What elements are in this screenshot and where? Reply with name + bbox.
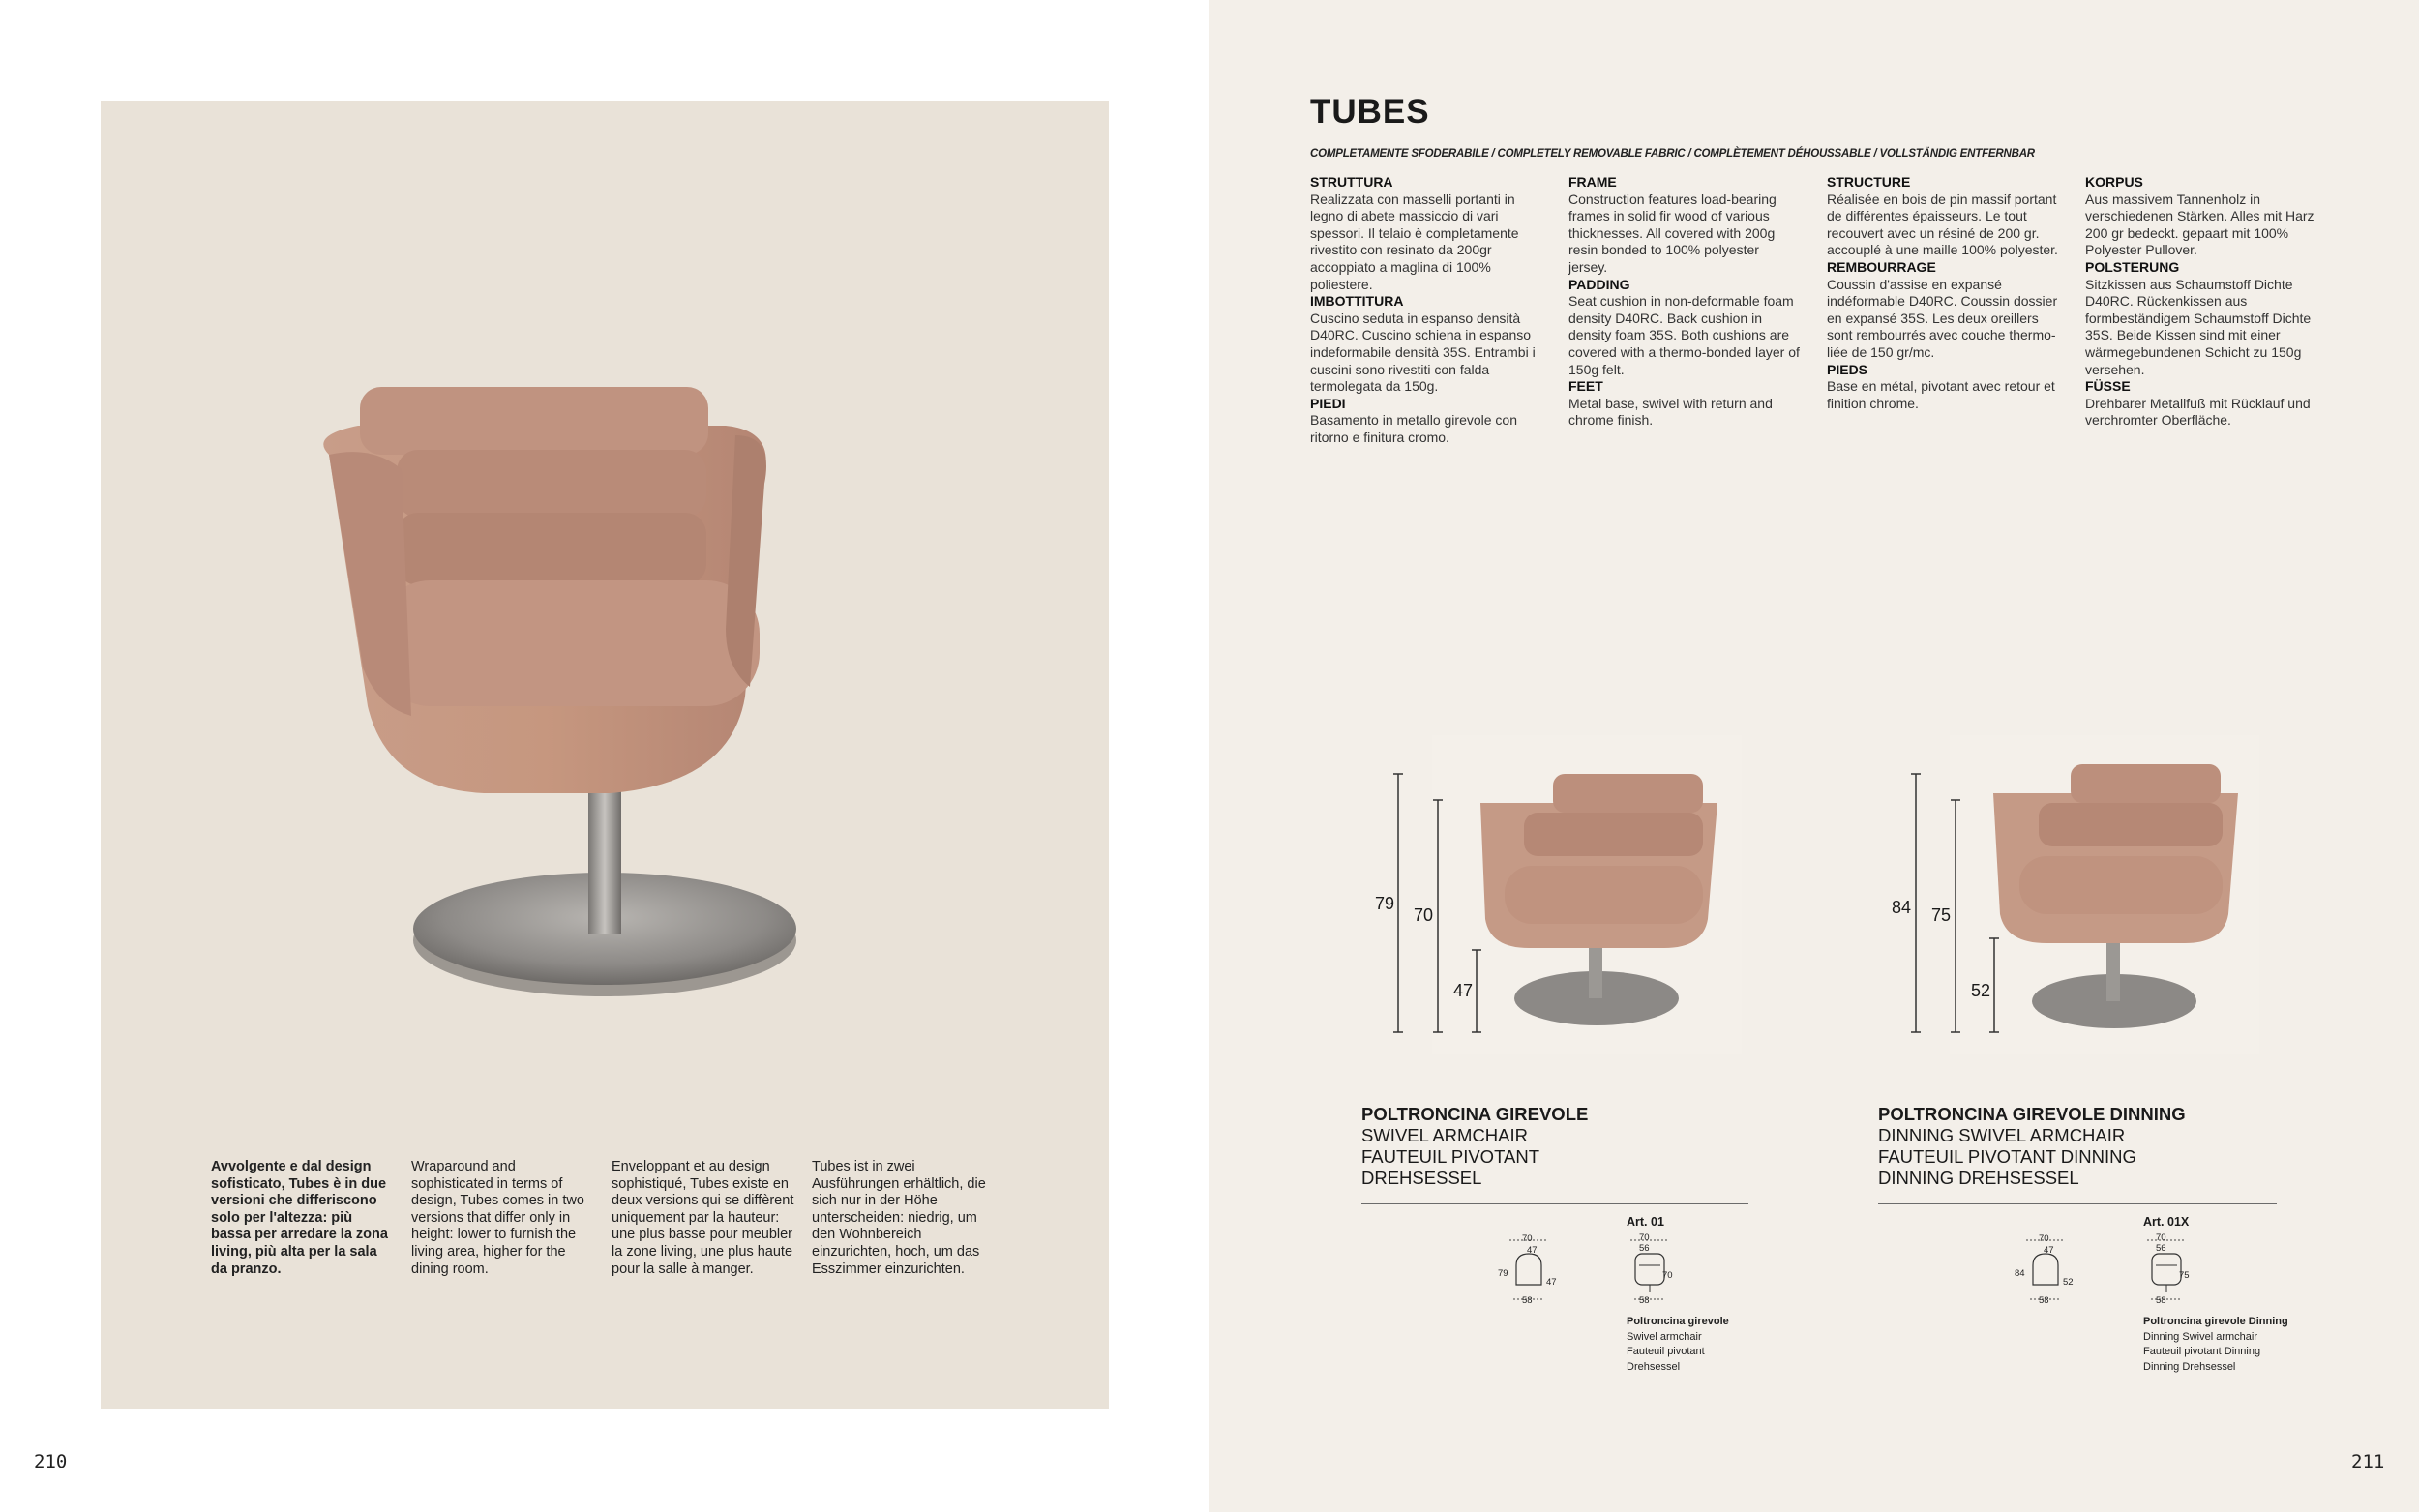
spec-text: Realizzata con masselli portanti in legno di abete massiccio di vari spessori. Il telaio è completamente rivestito con resinato da 200gr accoppiato a maglina di 100% poliestere. [1310, 191, 1519, 292]
spec-text: Réalisée en bois de pin massif portant de différentes épaisseurs. Le tout recouvert avec un résiné de 200 gr. accouplé à une maille 100% polyester. [1827, 191, 2058, 258]
dimension-total-height: 79 [1375, 894, 1395, 913]
intro-german: Tubes ist in zwei Ausführungen erhältlich, die sich nur in der Höhe unterscheiden: niedrig, um den Wohnbereich einzurichten, hoch, um das Esszimmer einzurichten. [812, 1159, 986, 1277]
spec-heading: FRAME [1568, 174, 1617, 190]
plan-seat-depth: 47 [1527, 1245, 1538, 1256]
plan-width: 70 [1522, 1233, 1533, 1244]
removable-fabric-note: COMPLETAMENTE SFODERABILE / COMPLETELY REMOVABLE FABRIC / COMPLÈTEMENT DÉHOUSSABLE / VOLLSTÄNDIG ENTFERNBAR [1310, 148, 2035, 160]
spec-heading: IMBOTTITURA [1310, 293, 1404, 310]
intro-english: Wraparound and sophisticated in terms of design, Tubes comes in two versions that differ only in height: lower to furnish the living area, higher for the dining room. [411, 1159, 584, 1277]
dimension-back-height: 70 [1414, 905, 1434, 925]
spec-heading: STRUTTURA [1310, 174, 1393, 190]
front-base: 58 [2156, 1295, 2166, 1306]
article-desc-de: Drehsessel [1627, 1360, 1681, 1373]
product-2-names [1878, 1104, 2186, 1189]
spec-heading: PIEDI [1310, 395, 1346, 411]
dimension-seat-height: 47 [1453, 981, 1474, 1000]
plan-width: 70 [2039, 1233, 2049, 1244]
spec-text: Drehbarer Metallfuß mit Rücklauf und verchromter Oberfläche. [2085, 395, 2311, 429]
front-back: 75 [2179, 1270, 2190, 1281]
spec-heading: PADDING [1568, 276, 1630, 292]
product-2-dimension-lines [1911, 769, 2008, 1040]
spec-text: Cuscino seduta in espanso densità D40RC. Cuscino schiena in espanso indeformabile densità 35S. Entrambi i cuscini sono rivestiti con falda termolegata da 150g. [1310, 310, 1536, 395]
product-name-fr: FAUTEUIL PIVOTANT DINNING [1878, 1146, 2136, 1167]
spec-heading: PIEDS [1827, 361, 1868, 377]
spec-text: Sitzkissen aus Schaumstoff Dichte D40RC. Rückenkissen aus formbeständigem Schaumstoff Dichte 35S. Beide Kissen sind mit einer wärmegebundenen Schicht zu 150g versehen. [2085, 276, 2312, 377]
dimension-total-height: 84 [1892, 898, 1912, 917]
dimension-seat-height: 52 [1971, 981, 1991, 1000]
spec-text: Metal base, swivel with return and chrome finish. [1568, 395, 1773, 429]
article-code: Art. 01 [1627, 1215, 1664, 1229]
product-1-names [1361, 1104, 1588, 1189]
plan-height: 79 [1498, 1268, 1508, 1279]
front-depth: 56 [2156, 1243, 2166, 1254]
front-width: 70 [2156, 1232, 2166, 1243]
article-desc-en: Dinning Swivel armchair [2143, 1330, 2257, 1343]
front-width: 70 [1639, 1232, 1650, 1243]
spec-text: Basamento in metallo girevole con ritorno e finitura cromo. [1310, 412, 1518, 445]
product-name-it: POLTRONCINA GIREVOLE [1361, 1104, 1589, 1124]
intro-french: Enveloppant et au design sophistiqué, Tubes existe en deux versions qui se diffèrent uniquement par la hauteur: une plus basse pour meubler la zone living, une plus haute pour la salle à manger. [612, 1159, 794, 1277]
spec-text: Construction features load-bearing frames in solid fir wood of various thicknesses. All covered with 200g resin bonded to 100% polyester jersey. [1568, 191, 1777, 275]
plan-seat: 52 [2063, 1277, 2074, 1288]
article-desc-de: Dinning Drehsessel [2143, 1360, 2236, 1373]
plan-base: 58 [1522, 1295, 1533, 1306]
plan-base: 58 [2039, 1295, 2049, 1306]
product-name-en: DINNING SWIVEL ARMCHAIR [1878, 1125, 2126, 1145]
spec-text: Coussin d'assise en expansé indéformable D40RC. Coussin dossier en expansé 35S. Les deux oreillers sont rembourrés avec couche thermo-liée de 150 gr/mc. [1827, 276, 2058, 360]
product-name-en: SWIVEL ARMCHAIR [1361, 1125, 1529, 1145]
article-desc-fr: Fauteuil pivotant [1627, 1346, 1705, 1357]
specs-english [1568, 174, 1801, 430]
plan-height: 84 [2015, 1268, 2025, 1279]
page-number-right: 211 [2351, 1451, 2385, 1472]
specs-french [1827, 174, 2059, 412]
article-description [1627, 1315, 1729, 1375]
plan-seat-depth: 47 [2044, 1245, 2054, 1256]
product-name-de: DINNING DREHSESSEL [1878, 1168, 2079, 1188]
dimension-back-height: 75 [1931, 905, 1952, 925]
intro-italian: Avvolgente e dal design sofisticato, Tubes è in due versioni che differiscono solo per l'altezza: più bassa per arredare la zona living, più alta per la sala da pranzo. [211, 1159, 388, 1277]
spec-heading: KORPUS [2085, 174, 2143, 190]
divider-line [1878, 1203, 2277, 1204]
spec-text: Seat cushion in non-deformable foam density D40RC. Back cushion in density foam 35S. Both cushions are covered with a thermo-bonded layer of 150g felt. [1568, 293, 1800, 377]
article-desc-en: Swivel armchair [1627, 1330, 1702, 1343]
specs-german [2085, 174, 2317, 430]
spec-heading: POLSTERUNG [2085, 258, 2180, 275]
spec-heading: STRUCTURE [1827, 174, 1911, 190]
divider-line [1361, 1203, 1748, 1204]
spec-text: Base en métal, pivotant avec retour et finition chrome. [1827, 378, 2055, 411]
article-description [2143, 1315, 2288, 1375]
product-name-it: POLTRONCINA GIREVOLE DINNING [1878, 1104, 2186, 1124]
article-desc-fr: Fauteuil pivotant Dinning [2143, 1346, 2261, 1357]
product-name-fr: FAUTEUIL PIVOTANT [1361, 1146, 1539, 1167]
hero-armchair-image [319, 377, 900, 1006]
product-title: TUBES [1310, 93, 1430, 131]
spec-text: Aus massivem Tannenholz in verschiedenen Stärken. Alles mit Harz 200 gr bedeckt. gepaart mit 100% Polyester Pullover. [2085, 191, 2314, 258]
article-desc-it: Poltroncina girevole Dinning [2143, 1316, 2288, 1327]
front-base: 58 [1639, 1295, 1650, 1306]
plan-seat: 47 [1546, 1277, 1557, 1288]
spec-heading: FÜSSE [2085, 378, 2131, 395]
page-number-left: 210 [34, 1451, 68, 1472]
article-desc-it: Poltroncina girevole [1627, 1316, 1729, 1327]
specs-italian [1310, 174, 1542, 447]
product-name-de: DREHSESSEL [1361, 1168, 1482, 1188]
spec-heading: FEET [1568, 378, 1603, 395]
spec-heading: REMBOURRAGE [1827, 258, 1936, 275]
front-back: 70 [1662, 1270, 1673, 1281]
front-depth: 56 [1639, 1243, 1650, 1254]
article-code: Art. 01X [2143, 1215, 2190, 1229]
product-1-dimension-lines [1393, 769, 1490, 1040]
